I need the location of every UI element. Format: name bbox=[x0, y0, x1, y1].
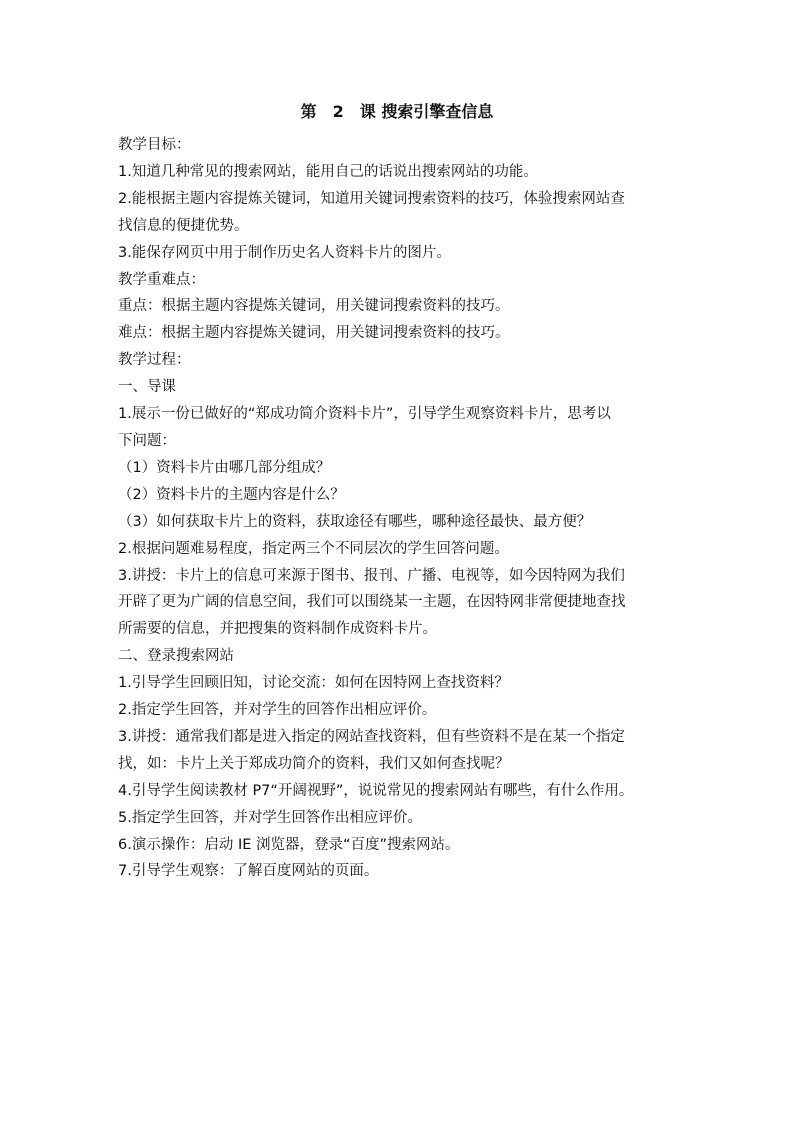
key-point-line: 重点：根据主题内容提炼关键词，用关键词搜索资料的技巧。 bbox=[118, 298, 510, 315]
login-step-2: 2.指定学生回答，并对学生的回答作出相应评价。 bbox=[118, 702, 437, 719]
part-heading-intro: 一、导课 bbox=[118, 379, 176, 396]
objective-line-1: 1.知道几种常见的搜索网站，能用自己的话说出搜索网站的功能。 bbox=[118, 163, 538, 180]
lesson-title: 第 2 课 搜索引擎查信息 bbox=[300, 102, 494, 121]
part-heading-login: 二、登录搜索网站 bbox=[118, 648, 234, 665]
lesson-body bbox=[118, 132, 678, 885]
intro-step-1a: 1.展示一份已做好的“郑成功简介资料卡片”，引导学生观察资料卡片，思考以 bbox=[118, 406, 611, 423]
question-3: （3）如何获取卡片上的资料，获取途径有哪些，哪种途径最快、最方便？ bbox=[118, 513, 592, 530]
intro-step-2: 2.根据问题难易程度，指定两三个不同层次的学生回答问题。 bbox=[118, 540, 509, 557]
login-step-3b: 找，如：卡片上关于郑成功简介的资料，我们又如何查找呢？ bbox=[118, 755, 510, 772]
intro-step-3b: 开辟了更为广阔的信息空间，我们可以围绕某一主题，在因特网非常便捷地查找 bbox=[118, 594, 626, 611]
login-step-1: 1.引导学生回顾旧知，讨论交流：如何在因特网上查找资料？ bbox=[118, 675, 509, 692]
login-step-5: 5.指定学生回答，并对学生回答作出相应评价。 bbox=[118, 809, 422, 826]
section-heading-process: 教学过程： bbox=[118, 352, 191, 369]
objective-line-3: 3.能保存网页中用于制作历史名人资料卡片的图片。 bbox=[118, 244, 451, 261]
section-heading-key-points: 教学重难点： bbox=[118, 271, 205, 288]
question-2: （2）资料卡片的主题内容是什么？ bbox=[118, 486, 345, 503]
objective-line-2b: 找信息的便捷优势。 bbox=[118, 217, 249, 234]
intro-step-1b: 下问题： bbox=[118, 432, 176, 449]
difficult-point-line: 难点：根据主题内容提炼关键词，用关键词搜索资料的技巧。 bbox=[118, 325, 510, 342]
intro-step-3c: 所需要的信息，并把搜集的资料制作成资料卡片。 bbox=[118, 621, 437, 638]
login-step-7: 7.引导学生观察：了解百度网站的页面。 bbox=[118, 863, 379, 880]
intro-step-3a: 3.讲授：卡片上的信息可来源于图书、报刊、广播、电视等，如今因特网为我们 bbox=[118, 567, 625, 584]
question-1: （1）资料卡片由哪几部分组成？ bbox=[118, 459, 331, 476]
section-heading-objectives: 教学目标： bbox=[118, 137, 191, 153]
objective-line-2a: 2.能根据主题内容提炼关键词，知道用关键词搜索资料的技巧，体验搜索网站查 bbox=[118, 190, 625, 207]
login-step-6: 6.演示操作：启动 IE 浏览器，登录“百度”搜索网站。 bbox=[118, 836, 460, 853]
login-step-3a: 3.讲授：通常我们都是进入指定的网站查找资料，但有些资料不是在某一个指定 bbox=[118, 728, 625, 745]
login-step-4: 4.引导学生阅读教材 P7“开阔视野”，说说常见的搜索网站有哪些，有什么作用。 bbox=[118, 782, 634, 799]
